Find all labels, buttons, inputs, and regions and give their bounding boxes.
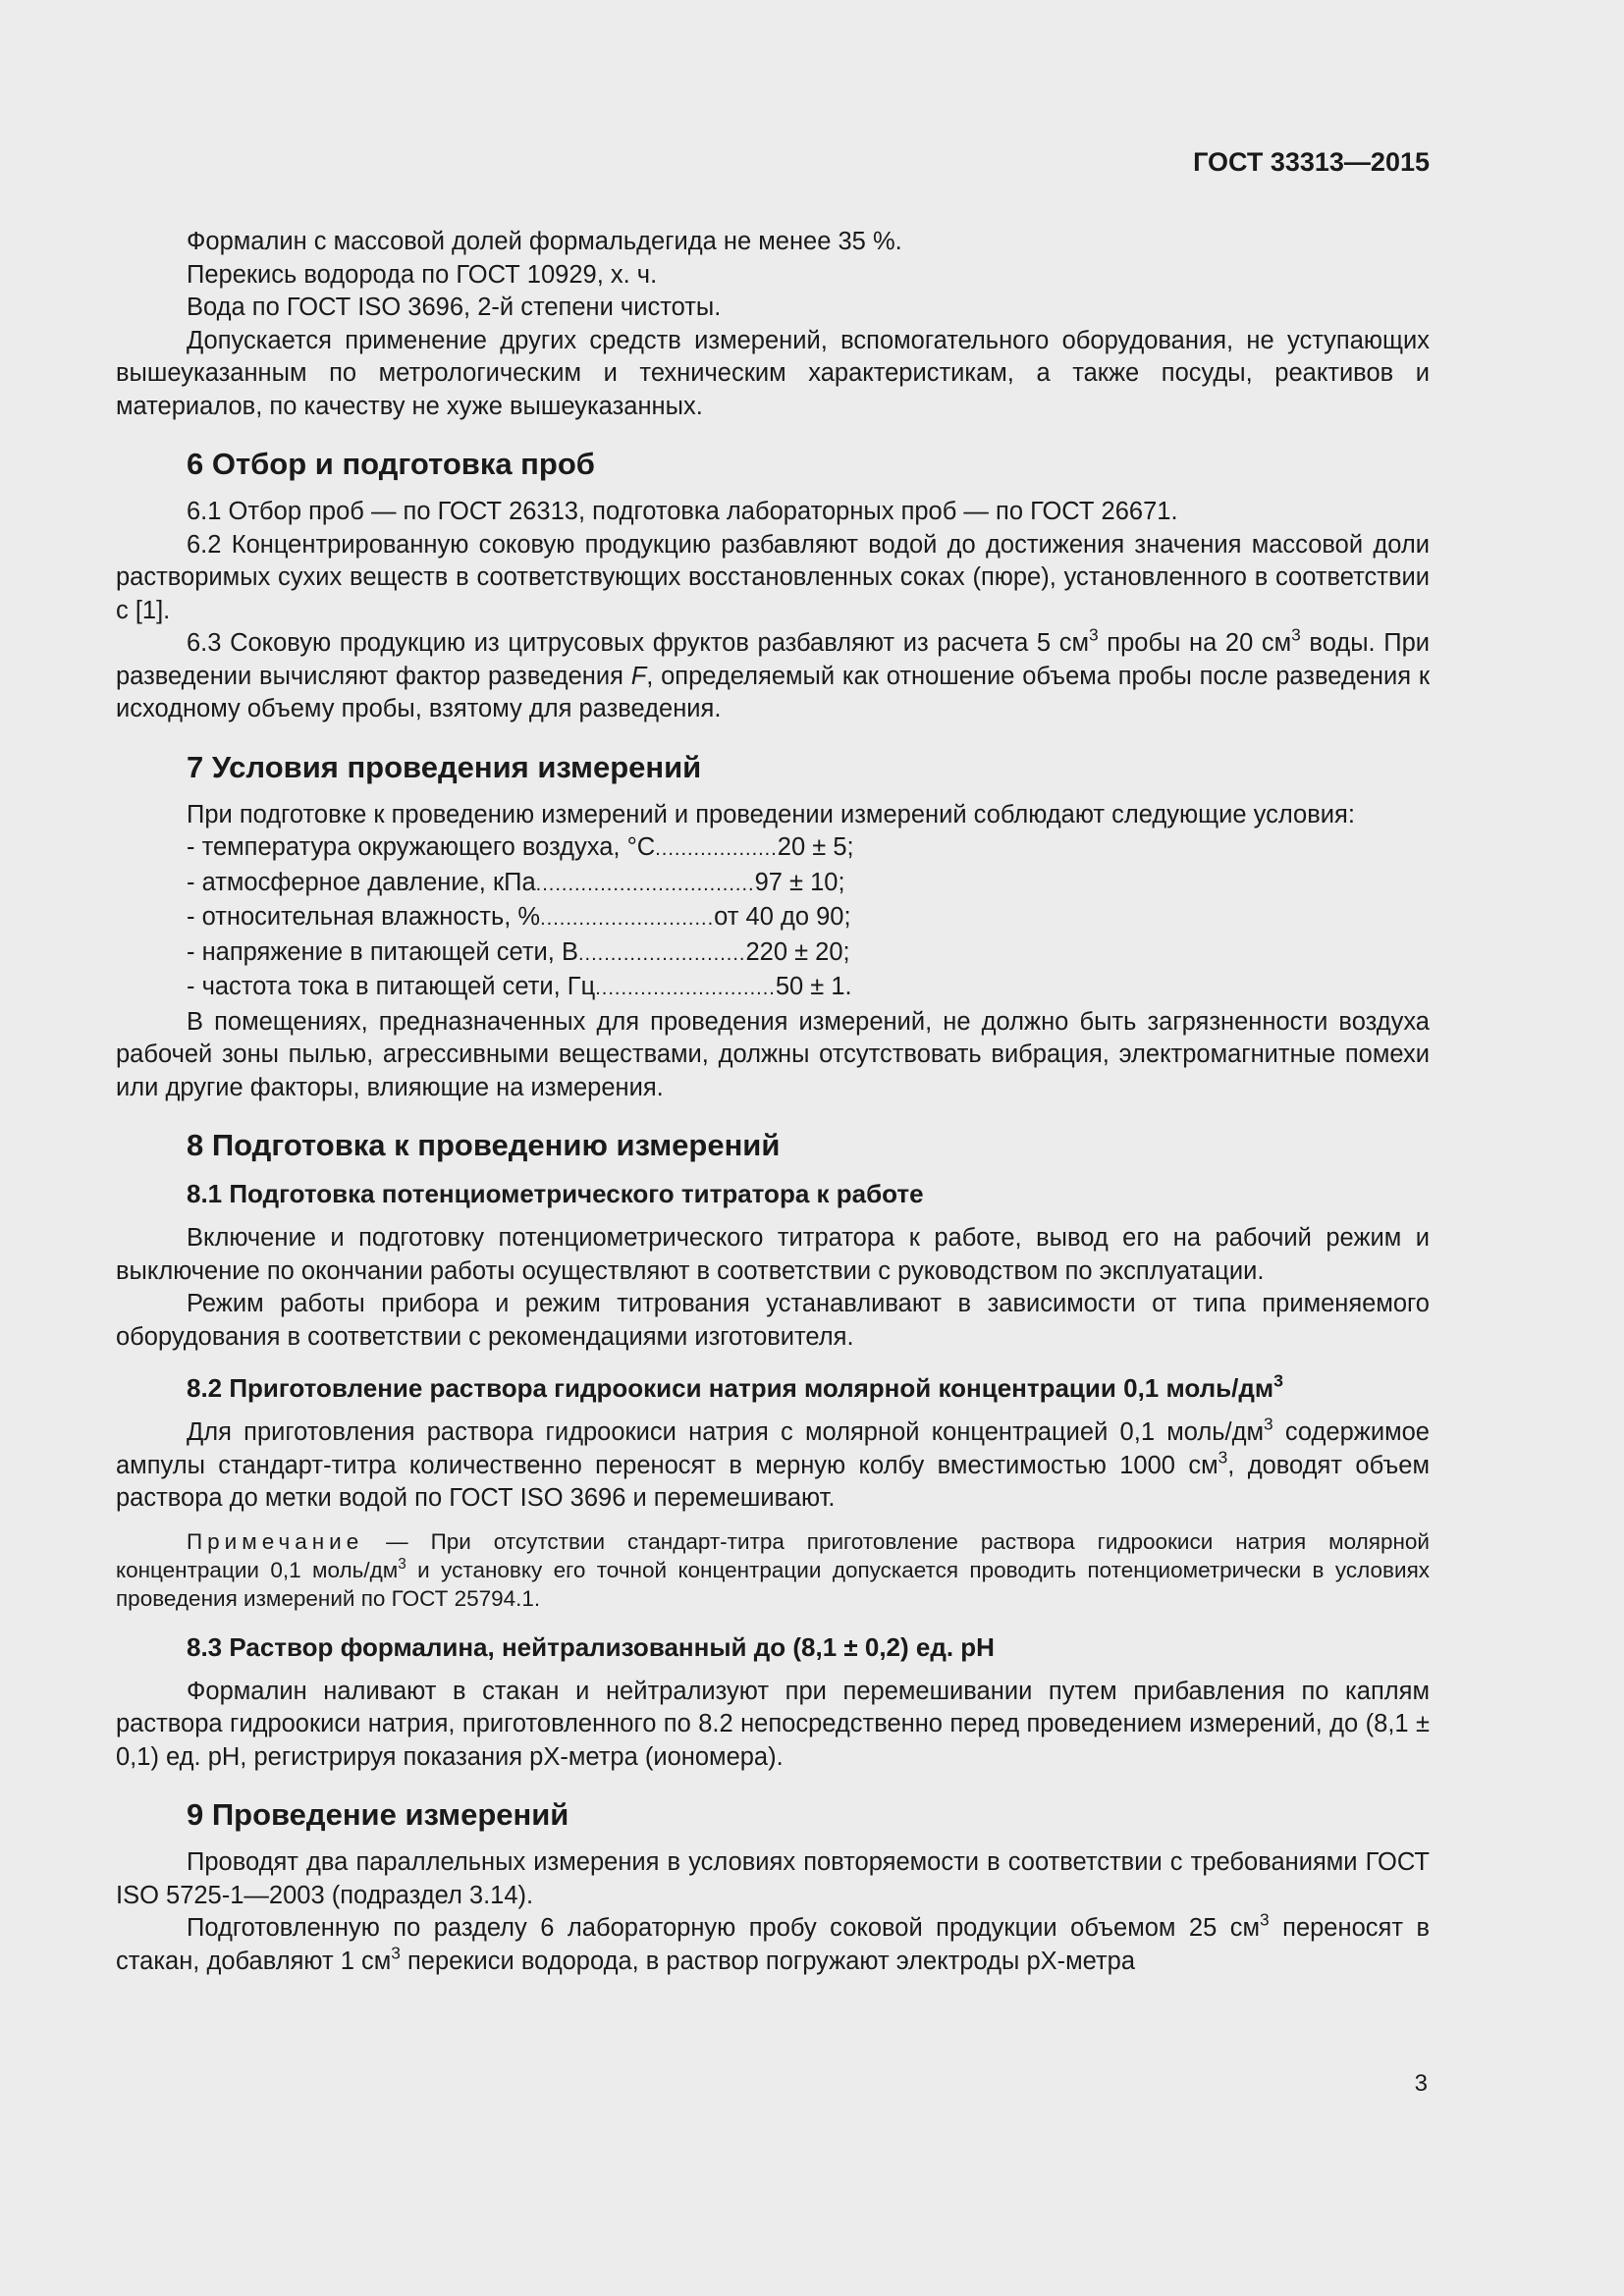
condition-item [187, 936, 933, 972]
condition-label: - температура окружающего воздуха, °С [187, 833, 656, 861]
paragraph-8-3: Формалин наливают в стакан и нейтрализуют при перемешивании путем прибавления по каплям раствора гидроокиси натрия, приготовленного по 8.2 непосредственно перед проведением измерений, до (8,1 ± 0,1) ед. рН, регистрируя показания рХ-метра (иономера). [116, 1677, 1430, 1771]
condition-value: 50 ± 1. [775, 973, 852, 1000]
paragraph-9-a: Проводят два параллельных измерения в условиях повторяемости в соответствии с требованиями ГОСТ ISO 5725-1—2003 (подраздел 3.14). [116, 1848, 1430, 1909]
superscript: 3 [391, 1943, 401, 1963]
condition-item [187, 867, 933, 902]
text-run: содержимое ампулы стандарт-титра количественно переносят в мерную колбу вместимостью 1000 см [116, 1418, 1430, 1479]
dot-leader: .......................... [577, 942, 746, 965]
paragraph-8-2 [116, 1416, 1430, 1516]
superscript: 3 [1291, 624, 1301, 645]
text-run: переносят в стакан, добавляют 1 см [116, 1914, 1431, 1975]
paragraph-6-3 [116, 624, 1430, 726]
text-run: 6.3 Соковую продукцию из цитрусовых фруктов разбавляют из расчета 5 см [187, 629, 1090, 657]
condition-item [187, 901, 933, 936]
text-run: , доводят объем раствора до метки водой по ГОСТ ISO 3696 и перемешивают. [116, 1451, 1431, 1512]
conditions-list [187, 831, 933, 1006]
paragraph-8-1-b: Режим работы прибора и режим титрования устанавливают в зависимости от типа применяемого оборудования в соответствии с рекомендациями изготовителя. [116, 1290, 1430, 1351]
condition-label: - напряжение в питающей сети, В [187, 937, 578, 966]
text-run: Для приготовления раствора гидроокиси натрия с молярной концентрацией 0,1 моль/дм [187, 1418, 1265, 1446]
section-8-heading: 8 Подготовка к проведению измерений [187, 1128, 781, 1162]
paragraph-6-2: 6.2 Концентрированную соковую продукцию разбавляют водой до достижения значения массовой доли растворимых сухих веществ в соответствующих восстановленных соках (пюре), установленного в соответствии с [1]. [116, 530, 1430, 624]
condition-value: 220 ± 20; [745, 937, 850, 966]
intro-paragraph: Допускается применение других средств измерений, вспомогательного оборудования, не уступающих вышеуказанным по метрологическим и техническим характеристикам, а также посуды, реактивов и материалов, по качеству не хуже вышеуказанных. [116, 326, 1430, 420]
page-number: 3 [1414, 2070, 1428, 2097]
text-run: Подготовленную по разделу 6 лабораторную пробу соковой продукции объемом 25 см [187, 1914, 1261, 1942]
subsection-8-3-heading: 8.3 Раствор формалина, нейтрализованный до (8,1 ± 0,2) ед. рН [187, 1631, 995, 1662]
section-7-heading: 7 Условия проведения измерений [187, 749, 702, 784]
text-run: перекиси водорода, в раствор погружают электроды рХ-метра [400, 1947, 1136, 1975]
text-run: 8.2 Приготовление раствора гидроокиси натрия молярной концентрации 0,1 моль/дм [187, 1373, 1274, 1403]
condition-value: 20 ± 5; [777, 833, 854, 861]
note-paragraph [116, 1527, 1430, 1613]
superscript: 3 [1260, 1909, 1270, 1930]
dot-leader: .................................. [535, 873, 755, 895]
text-run: , определяемый как отношение объема пробы после разведения к исходному объему пробы, взятому для разведения. [116, 662, 1430, 722]
superscript: 3 [398, 1555, 406, 1573]
condition-item [187, 831, 933, 867]
condition-item [187, 971, 933, 1006]
condition-value: 97 ± 10; [754, 868, 845, 896]
superscript: 3 [1273, 1370, 1283, 1391]
subsection-8-2-heading [187, 1371, 1430, 1405]
page-content [116, 226, 1430, 1978]
text-run: и установку его точной концентрации допускается проводить потенциометрически в условиях проведения измерений по ГОСТ 25794.1. [116, 1557, 1431, 1611]
intro-paragraph: Формалин с массовой долей формальдегида не менее 35 %. [187, 228, 902, 255]
text-run: пробы на 20 см [1098, 629, 1292, 657]
section-6-heading: 6 Отбор и подготовка проб [187, 447, 595, 481]
condition-label: - относительная влажность, % [187, 903, 541, 931]
conditions-intro: При подготовке к проведению измерений и проведении измерений соблюдают следующие условия: [187, 800, 1355, 828]
section-9-heading: 9 Проведение измерений [187, 1797, 569, 1832]
subsection-8-1-heading: 8.1 Подготовка потенциометрического титратора к работе [187, 1179, 924, 1208]
document-code: ГОСТ 33313—2015 [1193, 147, 1430, 177]
paragraph-6-1: 6.1 Отбор проб — по ГОСТ 26313, подготовка лабораторных проб — по ГОСТ 26671. [187, 498, 1178, 525]
note-label: Примечание [187, 1528, 364, 1554]
dot-leader: ............................ [595, 978, 776, 999]
dot-leader: ................... [655, 838, 778, 860]
text-run: — При отсутствии стандарт-титра приготовление раствора гидроокиси натрия молярной концентрации 0,1 моль/дм [116, 1528, 1430, 1582]
condition-value: от 40 до 90; [714, 903, 851, 931]
intro-paragraph: Перекись водорода по ГОСТ 10929, х. ч. [187, 260, 658, 289]
intro-paragraph: Вода по ГОСТ ISO 3696, 2-й степени чистоты. [187, 294, 722, 321]
condition-label: - атмосферное давление, кПа [187, 868, 536, 896]
superscript: 3 [1089, 624, 1099, 645]
superscript: 3 [1264, 1414, 1273, 1434]
text-run: воды. При разведении вычисляют фактор разведения [116, 629, 1430, 690]
dot-leader: ........................... [540, 908, 715, 930]
paragraph-9-b [116, 1909, 1431, 1978]
variable-symbol: F [630, 662, 647, 690]
superscript: 3 [1218, 1447, 1228, 1468]
conditions-paragraph: В помещениях, предназначенных для проведения измерений, не должно быть загрязненности воздуха рабочей зоны пылью, агрессивными веществами, должны отсутствовать вибрация, электромагнитные помехи или другие факторы, влияющие на измерения. [116, 1007, 1430, 1101]
paragraph-8-1-a: Включение и подготовку потенциометрического титратора к работе, вывод его на рабочий режим и выключение по окончании работы осуществляют в соответствии с руководством по эксплуатации. [116, 1224, 1430, 1285]
condition-label: - частота тока в питающей сети, Гц [187, 973, 596, 1000]
